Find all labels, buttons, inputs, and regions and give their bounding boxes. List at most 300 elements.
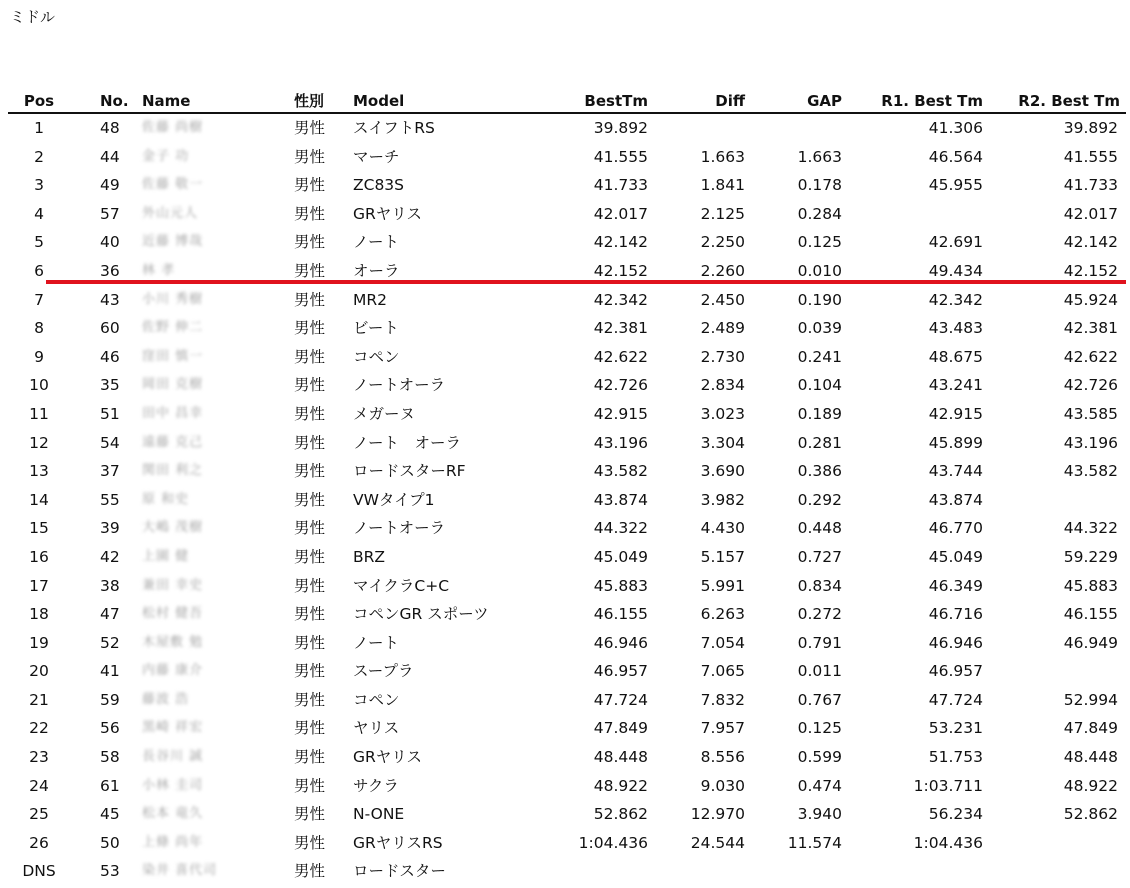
cell-name: 遠藤 克己 bbox=[142, 434, 204, 450]
cell-diff: 4.430 bbox=[700, 519, 745, 538]
cell-r1-best: 47.724 bbox=[928, 690, 983, 709]
cell-r1-best: 46.957 bbox=[928, 662, 983, 681]
cell-diff: 3.982 bbox=[700, 490, 745, 509]
cell-gap: 0.039 bbox=[797, 319, 842, 338]
table-row bbox=[8, 772, 1126, 801]
cell-sex: 男性 bbox=[294, 490, 326, 509]
cell-diff: 2.450 bbox=[700, 290, 745, 309]
cell-r1-best: 42.691 bbox=[928, 233, 983, 252]
cell-r2-best: 42.622 bbox=[1063, 347, 1118, 366]
cell-name: 木屋敷 勉 bbox=[142, 634, 204, 650]
cell-gap: 3.940 bbox=[797, 805, 842, 824]
header-pos: Pos bbox=[23, 92, 55, 110]
cell-gap: 0.474 bbox=[797, 776, 842, 795]
cell-gap: 0.125 bbox=[797, 233, 842, 252]
cell-name: 窪田 慎一 bbox=[142, 348, 204, 364]
cell-name: 内藤 康介 bbox=[142, 663, 204, 679]
cell-best-time: 46.957 bbox=[593, 662, 648, 681]
table-row bbox=[8, 171, 1126, 200]
cell-pos: 14 bbox=[29, 490, 49, 509]
cell-r2-best: 42.142 bbox=[1063, 233, 1118, 252]
cell-best-time: 1:04.436 bbox=[578, 833, 648, 852]
cell-r1-best: 48.675 bbox=[928, 347, 983, 366]
cell-sex: 男性 bbox=[294, 462, 326, 481]
cell-gap: 11.574 bbox=[787, 833, 842, 852]
cell-gap: 1.663 bbox=[797, 147, 842, 166]
cell-name: 佐藤 尚樹 bbox=[142, 120, 204, 135]
cell-diff: 2.125 bbox=[700, 204, 745, 223]
cell-best-time: 52.862 bbox=[593, 805, 648, 824]
header-name: Name bbox=[142, 92, 191, 110]
cell-r1-best: 42.915 bbox=[928, 404, 983, 423]
header-gap: GAP bbox=[807, 92, 842, 110]
cell-sex: 男性 bbox=[294, 862, 326, 881]
cell-best-time: 43.196 bbox=[593, 433, 648, 452]
cell-best-time: 43.582 bbox=[593, 462, 648, 481]
cell-pos: 2 bbox=[34, 147, 44, 166]
cell-no: 51 bbox=[100, 404, 120, 423]
cell-r1-best: 45.899 bbox=[928, 433, 983, 452]
cell-model: GRヤリス bbox=[353, 748, 422, 767]
table-body bbox=[8, 114, 1126, 886]
cell-gap: 0.189 bbox=[797, 404, 842, 423]
table-row bbox=[8, 429, 1126, 458]
cell-r2-best: 42.726 bbox=[1063, 376, 1118, 395]
cell-name: 小川 秀樹 bbox=[142, 291, 204, 307]
cell-r2-best: 41.733 bbox=[1063, 176, 1118, 195]
cell-r2-best: 45.883 bbox=[1063, 576, 1118, 595]
cell-model: N-ONE bbox=[353, 805, 405, 824]
cell-model: ノート bbox=[353, 233, 400, 252]
cell-best-time: 41.555 bbox=[593, 147, 648, 166]
cell-no: 52 bbox=[100, 633, 120, 652]
cell-sex: 男性 bbox=[294, 404, 326, 423]
cell-no: 46 bbox=[100, 347, 120, 366]
cell-best-time: 42.017 bbox=[593, 204, 648, 223]
cell-diff: 8.556 bbox=[700, 748, 745, 767]
cell-sex: 男性 bbox=[294, 748, 326, 767]
cell-r1-best: 46.564 bbox=[928, 147, 983, 166]
cell-model: MR2 bbox=[353, 290, 388, 309]
cell-diff: 12.970 bbox=[690, 805, 745, 824]
cell-no: 42 bbox=[100, 547, 120, 566]
table-row bbox=[8, 600, 1126, 629]
cell-name: 佐野 伸二 bbox=[142, 320, 204, 336]
cell-r1-best: 45.955 bbox=[928, 176, 983, 195]
cell-pos: 5 bbox=[34, 233, 44, 252]
cell-gap: 0.178 bbox=[797, 176, 842, 195]
cell-r1-best: 43.483 bbox=[928, 319, 983, 338]
cell-best-time: 42.915 bbox=[593, 404, 648, 423]
cell-r1-best: 51.753 bbox=[928, 748, 983, 767]
cell-best-time: 42.142 bbox=[593, 233, 648, 252]
table-row bbox=[8, 143, 1126, 172]
cell-r2-best: 52.862 bbox=[1063, 805, 1118, 824]
cell-r2-best: 42.381 bbox=[1063, 319, 1118, 338]
cell-diff: 2.260 bbox=[700, 261, 745, 280]
cell-name: 大嶋 茂樹 bbox=[142, 520, 204, 536]
cell-diff: 7.054 bbox=[700, 633, 745, 652]
header-r2: R2. Best Tm bbox=[1018, 92, 1120, 110]
cell-r2-best: 44.322 bbox=[1063, 519, 1118, 538]
header-r1: R1. Best Tm bbox=[881, 92, 983, 110]
cell-name: 染井 喜代司 bbox=[142, 863, 218, 879]
cell-diff: 7.957 bbox=[700, 719, 745, 738]
cell-model: ノートオーラ bbox=[353, 376, 446, 395]
cell-r1-best: 42.342 bbox=[928, 290, 983, 309]
cell-gap: 0.767 bbox=[797, 690, 842, 709]
cell-model: スープラ bbox=[353, 662, 414, 681]
table-row bbox=[8, 514, 1126, 543]
cell-name: 松本 竜久 bbox=[142, 806, 204, 822]
cell-r1-best: 43.874 bbox=[928, 490, 983, 509]
cell-sex: 男性 bbox=[294, 576, 326, 595]
cell-model: サクラ bbox=[353, 776, 399, 795]
cell-no: 61 bbox=[100, 776, 120, 795]
cell-r1-best: 1:04.436 bbox=[913, 833, 983, 852]
cell-gap: 0.284 bbox=[797, 204, 842, 223]
cell-model: BRZ bbox=[353, 547, 386, 566]
cell-r2-best: 47.849 bbox=[1063, 719, 1118, 738]
cell-sex: 男性 bbox=[294, 433, 326, 452]
cell-name: 原 和史 bbox=[142, 491, 190, 507]
cell-diff: 1.841 bbox=[700, 176, 745, 195]
table-row bbox=[8, 314, 1126, 343]
cell-no: 45 bbox=[100, 805, 120, 824]
cell-pos: 23 bbox=[29, 748, 49, 767]
cell-r2-best: 48.448 bbox=[1063, 748, 1118, 767]
cutoff-line bbox=[46, 280, 1126, 284]
cell-model: オーラ bbox=[353, 261, 400, 280]
cell-model: GRヤリスRS bbox=[353, 833, 443, 852]
cell-no: 41 bbox=[100, 662, 120, 681]
table-row bbox=[8, 857, 1126, 886]
table-row bbox=[8, 228, 1126, 257]
cell-r1-best: 43.744 bbox=[928, 462, 983, 481]
cell-diff: 7.832 bbox=[700, 690, 745, 709]
cell-sex: 男性 bbox=[294, 233, 326, 252]
cell-best-time: 46.946 bbox=[593, 633, 648, 652]
cell-gap: 0.125 bbox=[797, 719, 842, 738]
table-row bbox=[8, 629, 1126, 658]
cell-model: VWタイプ1 bbox=[353, 490, 435, 509]
cell-model: コペンGR スポーツ bbox=[353, 605, 489, 624]
cell-r1-best: 46.770 bbox=[928, 519, 983, 538]
table-row bbox=[8, 714, 1126, 743]
cell-r2-best: 45.924 bbox=[1063, 290, 1118, 309]
cell-no: 56 bbox=[100, 719, 120, 738]
cell-model: ZC83S bbox=[353, 176, 405, 195]
cell-pos: 13 bbox=[29, 462, 49, 481]
cell-model: コペン bbox=[353, 690, 400, 709]
header-best: BestTm bbox=[584, 92, 648, 110]
cell-gap: 0.386 bbox=[797, 462, 842, 481]
cell-pos: 4 bbox=[34, 204, 44, 223]
cell-name: 金子 功 bbox=[142, 148, 190, 164]
cell-sex: 男性 bbox=[294, 833, 326, 852]
cell-diff: 2.250 bbox=[700, 233, 745, 252]
cell-model: GRヤリス bbox=[353, 204, 422, 223]
cell-r1-best: 53.231 bbox=[928, 719, 983, 738]
cell-name: 林 孝 bbox=[142, 262, 176, 278]
cell-no: 49 bbox=[100, 176, 120, 195]
cell-no: 50 bbox=[100, 833, 120, 852]
cell-name: 近藤 博哉 bbox=[142, 234, 204, 250]
cell-no: 35 bbox=[100, 376, 120, 395]
header-no: No. bbox=[100, 92, 129, 110]
cell-sex: 男性 bbox=[294, 319, 326, 338]
cell-diff: 24.544 bbox=[690, 833, 745, 852]
cell-no: 44 bbox=[100, 147, 120, 166]
cell-best-time: 41.733 bbox=[593, 176, 648, 195]
cell-pos: 11 bbox=[29, 404, 49, 423]
cell-r2-best: 41.555 bbox=[1063, 147, 1118, 166]
cell-r2-best: 59.229 bbox=[1063, 547, 1118, 566]
cell-model: ノートオーラ bbox=[353, 519, 446, 538]
cell-pos: 8 bbox=[34, 319, 44, 338]
cell-pos: 18 bbox=[29, 605, 49, 624]
cell-diff: 2.489 bbox=[700, 319, 745, 338]
cell-sex: 男性 bbox=[294, 547, 326, 566]
cell-diff: 9.030 bbox=[700, 776, 745, 795]
results-table bbox=[8, 90, 1126, 886]
cell-sex: 男性 bbox=[294, 261, 326, 280]
cell-name: 藤波 浩 bbox=[142, 691, 190, 707]
cell-r2-best: 43.585 bbox=[1063, 404, 1118, 423]
cell-model: マーチ bbox=[353, 147, 400, 166]
cell-diff: 2.834 bbox=[700, 376, 745, 395]
cell-name: 関田 利之 bbox=[142, 463, 204, 479]
cell-diff: 6.263 bbox=[700, 605, 745, 624]
cell-sex: 男性 bbox=[294, 776, 326, 795]
cell-best-time: 42.726 bbox=[593, 376, 648, 395]
header-sex: 性別 bbox=[294, 92, 325, 110]
cell-model: スイフトRS bbox=[353, 119, 435, 137]
cell-r1-best: 46.946 bbox=[928, 633, 983, 652]
cell-gap: 0.281 bbox=[797, 433, 842, 452]
cell-diff: 5.991 bbox=[700, 576, 745, 595]
cell-r2-best: 52.994 bbox=[1063, 690, 1118, 709]
cell-model: メガーヌ bbox=[353, 404, 416, 423]
table-row bbox=[8, 657, 1126, 686]
cell-no: 43 bbox=[100, 290, 120, 309]
cell-name: 松村 健吾 bbox=[142, 606, 204, 622]
cell-best-time: 42.622 bbox=[593, 347, 648, 366]
cell-r2-best: 46.949 bbox=[1063, 633, 1118, 652]
cell-r1-best: 45.049 bbox=[928, 547, 983, 566]
cell-gap: 0.190 bbox=[797, 290, 842, 309]
cell-name: 上條 尚年 bbox=[142, 834, 204, 850]
cell-gap: 0.834 bbox=[797, 576, 842, 595]
cell-best-time: 43.874 bbox=[593, 490, 648, 509]
cell-sex: 男性 bbox=[294, 605, 326, 624]
cell-pos: 26 bbox=[29, 833, 49, 852]
cell-best-time: 42.152 bbox=[593, 261, 648, 280]
cell-best-time: 45.883 bbox=[593, 576, 648, 595]
cell-pos: 24 bbox=[29, 776, 49, 795]
cell-diff: 3.023 bbox=[700, 404, 745, 423]
table-row bbox=[8, 800, 1126, 829]
cell-r2-best: 46.155 bbox=[1063, 605, 1118, 624]
cell-no: 36 bbox=[100, 261, 120, 280]
cell-gap: 0.791 bbox=[797, 633, 842, 652]
cell-diff: 1.663 bbox=[700, 147, 745, 166]
cell-pos: 15 bbox=[29, 519, 49, 538]
cell-gap: 0.292 bbox=[797, 490, 842, 509]
cell-pos: 6 bbox=[34, 261, 44, 280]
cell-sex: 男性 bbox=[294, 176, 326, 195]
cell-gap: 0.104 bbox=[797, 376, 842, 395]
cell-no: 47 bbox=[100, 605, 120, 624]
cell-no: 54 bbox=[100, 433, 120, 452]
cell-sex: 男性 bbox=[294, 690, 326, 709]
cell-name: 佐藤 敬一 bbox=[142, 177, 204, 193]
cell-r1-best: 1:03.711 bbox=[913, 776, 983, 795]
cell-name: 黒崎 祥宏 bbox=[142, 720, 204, 736]
cell-sex: 男性 bbox=[294, 376, 326, 395]
cell-model: ロードスターRF bbox=[353, 462, 466, 481]
cell-r1-best: 46.349 bbox=[928, 576, 983, 595]
cell-no: 39 bbox=[100, 519, 120, 538]
cell-sex: 男性 bbox=[294, 662, 326, 681]
cell-pos: 25 bbox=[29, 805, 49, 824]
cell-no: 59 bbox=[100, 690, 120, 709]
table-row bbox=[8, 286, 1126, 315]
cell-sex: 男性 bbox=[294, 347, 326, 366]
cell-r2-best: 42.017 bbox=[1063, 204, 1118, 223]
cell-name: 兼田 幸史 bbox=[142, 577, 204, 593]
cell-name: 小林 圭司 bbox=[142, 777, 204, 793]
cell-r2-best: 48.922 bbox=[1063, 776, 1118, 795]
header-model: Model bbox=[353, 92, 405, 110]
cell-sex: 男性 bbox=[294, 633, 326, 652]
cell-pos: 3 bbox=[34, 176, 44, 195]
cell-best-time: 47.724 bbox=[593, 690, 648, 709]
cell-r1-best: 46.716 bbox=[928, 605, 983, 624]
cell-diff: 3.690 bbox=[700, 462, 745, 481]
table-row bbox=[8, 686, 1126, 715]
cell-sex: 男性 bbox=[294, 290, 326, 309]
table-row bbox=[8, 743, 1126, 772]
cell-gap: 0.599 bbox=[797, 748, 842, 767]
cell-r1-best: 41.306 bbox=[928, 119, 983, 137]
cell-gap: 0.272 bbox=[797, 605, 842, 624]
cell-no: 55 bbox=[100, 490, 120, 509]
cell-diff: 3.304 bbox=[700, 433, 745, 452]
cell-pos: 7 bbox=[34, 290, 44, 309]
cell-r2-best: 43.582 bbox=[1063, 462, 1118, 481]
cell-diff: 2.730 bbox=[700, 347, 745, 366]
cell-pos: 12 bbox=[29, 433, 49, 452]
table-row bbox=[8, 486, 1126, 515]
cell-r2-best: 43.196 bbox=[1063, 433, 1118, 452]
cell-no: 38 bbox=[100, 576, 120, 595]
cell-pos: DNS bbox=[22, 862, 56, 881]
cell-sex: 男性 bbox=[294, 719, 326, 738]
cell-no: 58 bbox=[100, 748, 120, 767]
cell-sex: 男性 bbox=[294, 805, 326, 824]
table-header bbox=[8, 90, 1126, 114]
cell-pos: 1 bbox=[34, 119, 44, 137]
cell-pos: 22 bbox=[29, 719, 49, 738]
cell-model: ノート bbox=[353, 633, 400, 652]
cell-best-time: 42.381 bbox=[593, 319, 648, 338]
cell-pos: 16 bbox=[29, 547, 49, 566]
cell-r1-best: 43.241 bbox=[928, 376, 983, 395]
cell-name: 上園 健 bbox=[142, 548, 190, 564]
page-title: ミドル bbox=[10, 8, 56, 26]
table-row bbox=[8, 572, 1126, 601]
table-row bbox=[8, 457, 1126, 486]
cell-model: ロードスター bbox=[353, 862, 446, 881]
cell-model: ヤリス bbox=[353, 719, 400, 738]
cell-gap: 0.727 bbox=[797, 547, 842, 566]
cell-sex: 男性 bbox=[294, 519, 326, 538]
cell-no: 37 bbox=[100, 462, 120, 481]
cell-name: 岡田 克樹 bbox=[142, 377, 204, 393]
header-diff: Diff bbox=[715, 92, 745, 110]
cell-no: 40 bbox=[100, 233, 120, 252]
cell-diff: 5.157 bbox=[700, 547, 745, 566]
cell-model: ノート オーラ bbox=[353, 433, 462, 452]
cell-name: 外山元人 bbox=[142, 205, 199, 221]
cell-model: マイクラC+C bbox=[353, 576, 450, 595]
cell-r1-best: 56.234 bbox=[928, 805, 983, 824]
cell-model: ビート bbox=[353, 319, 399, 338]
table-row bbox=[8, 343, 1126, 372]
cell-sex: 男性 bbox=[294, 204, 326, 223]
cell-gap: 0.241 bbox=[797, 347, 842, 366]
table-row bbox=[8, 400, 1126, 429]
cell-gap: 0.011 bbox=[797, 662, 842, 681]
cell-diff: 7.065 bbox=[700, 662, 745, 681]
cell-best-time: 45.049 bbox=[593, 547, 648, 566]
cell-gap: 0.010 bbox=[797, 261, 842, 280]
cell-r2-best: 39.892 bbox=[1063, 119, 1118, 137]
cell-pos: 20 bbox=[29, 662, 49, 681]
cell-name: 田中 昌幸 bbox=[142, 405, 204, 421]
cell-model: コペン bbox=[353, 347, 400, 366]
table-row bbox=[8, 200, 1126, 229]
table-row bbox=[8, 371, 1126, 400]
cell-pos: 10 bbox=[29, 376, 49, 395]
cell-no: 48 bbox=[100, 119, 120, 137]
table-row bbox=[8, 829, 1126, 858]
cell-no: 57 bbox=[100, 204, 120, 223]
cell-r1-best: 49.434 bbox=[928, 261, 983, 280]
cell-gap: 0.448 bbox=[797, 519, 842, 538]
cell-pos: 19 bbox=[29, 633, 49, 652]
cell-sex: 男性 bbox=[294, 147, 326, 166]
cell-no: 53 bbox=[100, 862, 120, 881]
cell-best-time: 46.155 bbox=[593, 605, 648, 624]
cell-best-time: 48.922 bbox=[593, 776, 648, 795]
cell-best-time: 42.342 bbox=[593, 290, 648, 309]
cell-best-time: 48.448 bbox=[593, 748, 648, 767]
table-row bbox=[8, 114, 1126, 143]
cell-best-time: 39.892 bbox=[593, 119, 648, 137]
cell-no: 60 bbox=[100, 319, 120, 338]
cell-sex: 男性 bbox=[294, 119, 326, 137]
cell-pos: 9 bbox=[34, 347, 44, 366]
cell-pos: 17 bbox=[29, 576, 49, 595]
cell-pos: 21 bbox=[29, 690, 49, 709]
table-row bbox=[8, 543, 1126, 572]
cell-best-time: 47.849 bbox=[593, 719, 648, 738]
cell-name: 長谷川 誠 bbox=[142, 749, 204, 765]
cell-best-time: 44.322 bbox=[593, 519, 648, 538]
cell-r2-best: 42.152 bbox=[1063, 261, 1118, 280]
